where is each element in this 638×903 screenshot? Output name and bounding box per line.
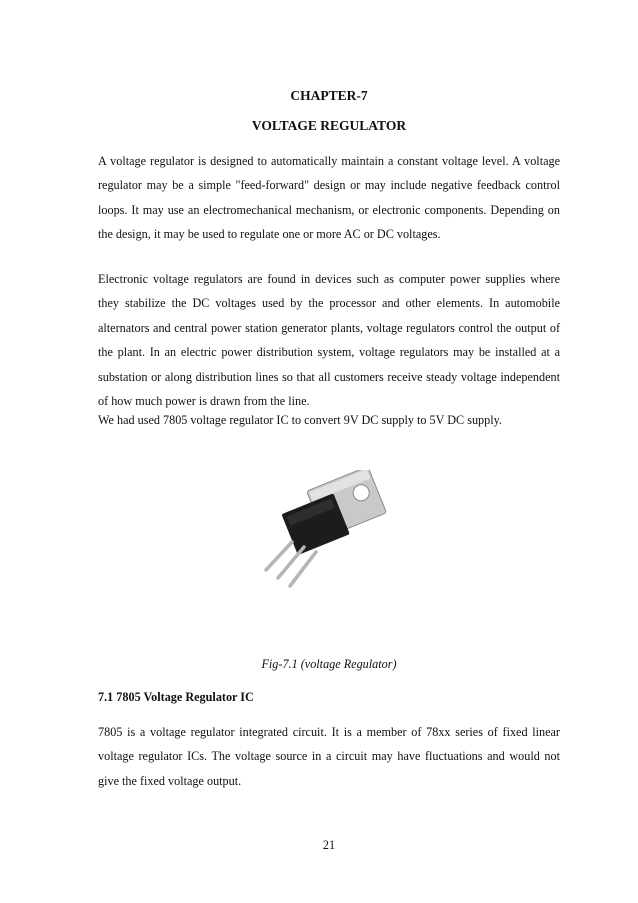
chapter-label: CHAPTER-7 — [290, 88, 368, 103]
section-paragraph: 7805 is a voltage regulator integrated circuit. It is a member of 78xx series of fixed linear voltage regulator ICs. The voltage source in a circuit may have fluctuations and would not give the fixed voltage output. — [98, 725, 560, 788]
figure-caption: Fig-7.1 (voltage Regulator) — [261, 657, 397, 671]
section-heading: 7.1 7805 Voltage Regulator IC — [98, 690, 254, 704]
paragraph-applications: Electronic voltage regulators are found in devices such as computer power supplies where they stabilize the DC voltages used by the processor and other elements. In automobile alternators and central power station generator plants, voltage regulators control the output of the plant. In an electric power distribution system, voltage regulators may be installed at a substation or along distribution lines so that all customers receive steady voltage independent of how much power is drawn from the line. — [98, 272, 560, 409]
page-number: 21 — [322, 838, 336, 852]
paragraph-usage: We had used 7805 voltage regulator IC to convert 9V DC supply to 5V DC supply. — [98, 413, 502, 427]
paragraph-intro: A voltage regulator is designed to automatically maintain a constant voltage level. A voltage regulator may be a simple "feed-forward" design or may include negative feedback control loops. It may use an electromechanical mechanism, or electronic components. Depending on the design, it may be used to regulate one or more AC or DC voltages. — [98, 154, 560, 242]
voltage-regulator-image — [252, 470, 402, 590]
chapter-title: VOLTAGE REGULATOR — [251, 118, 407, 133]
